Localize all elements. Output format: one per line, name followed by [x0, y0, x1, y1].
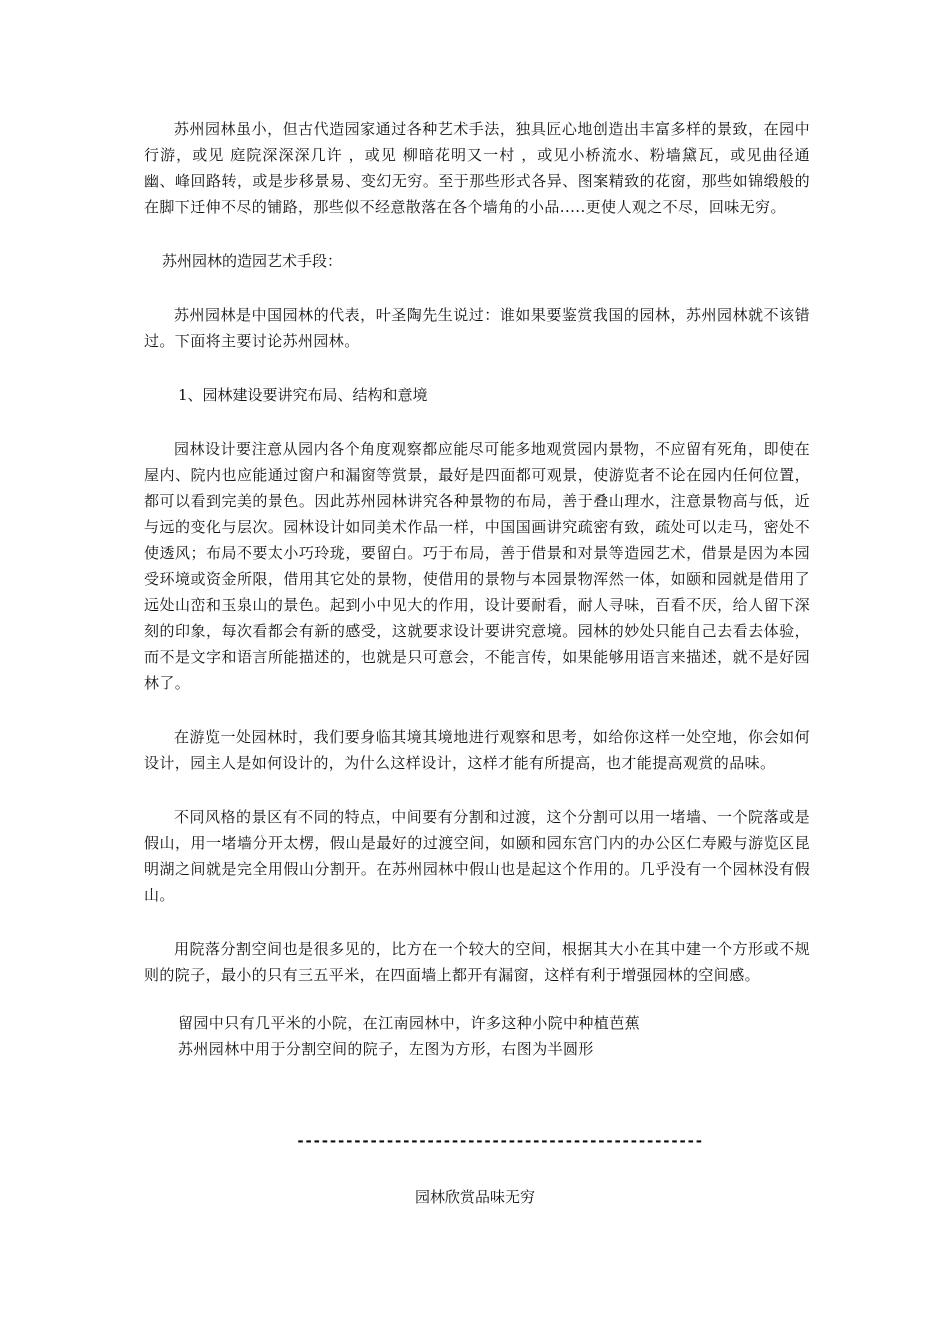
document-body	[144, 116, 810, 1062]
divider-line: --------------------------------------------------	[296, 1132, 703, 1150]
paragraph-visit: 在游览一处园林时，我们要身临其境其境地进行观察和思考，如给你这样一处空地，你会如何设计，园主人是如何设计的，为什么这样设计，这样才能有所提高，也才能提高观赏的品味。	[144, 728, 810, 772]
paragraph-design: 园林设计要注意从园内各个角度观察都应能尽可能多地观赏园内景物，不应留有死角，即使在屋内、院内也应能通过窗户和漏窗等赏景，最好是四面都可观景，使游览者不论在园内任何位置，都可以看到完美的景色。因此苏州园林讲究各种景物的布局，善于叠山理水，注意景物高与低，近与远的变化与层次。园林设计如同美术作品一样，中国国画讲究疏密有致，疏处可以走马，密处不使透风；布局不要太小巧玲珑，要留白。巧于布局，善于借景和对景等造园艺术，借景是因为本园受环境或资金所限，借用其它处的景物，使借用的景物与本园景物浑然一体，如颐和园就是借用了远处山峦和玉泉山的景色。起到小中见大的作用，设计要耐看，耐人寻味，百看不厌，给人留下深刻的印象，每次看都会有新的感受，这就要求设计要讲究意境。园林的妙处只能自己去看去体验，而不是文字和语言所能描述的，也就是只可意会，不能言传，如果能够用语言来描述，就不是好园林了。	[144, 440, 810, 692]
paragraph-styles: 不同风格的景区有不同的特点，中间要有分割和过渡，这个分割可以用一堵墙、一个院落或是假山，用一堵墙分开太楞，假山是最好的过渡空间，如颐和园东宫门内的办公区仁寿殿与游览区昆明湖之间就是完全用假山分割开。在苏州园林中假山也是起这个作用的。几乎没有一个园林没有假山。	[144, 808, 810, 904]
image-caption-liuyuan: 留园中只有几平米的小院，在江南园林中，许多这种小院中种植芭蕉	[178, 1014, 641, 1032]
paragraph-representative: 苏州园林是中国园林的代表，叶圣陶先生说过：谁如果要鉴赏我国的园林，苏州园林就不该错过。下面将主要讨论苏州园林。	[144, 306, 810, 350]
paragraph-intro: 苏州园林虽小，但古代造园家通过各种艺术手法，独具匠心地创造出丰富多样的景致，在园中行游，或见 庭院深深深几许 ，或见 柳暗花明又一村 ，或见小桥流水、粉墙黛瓦，或见曲径通幽、峰回路转，或是步移景易、变幻无穷。至于那些形式各异、图案精致的花窗，那些如锦缎般的在脚下迁伸不尽的铺路，那些似不经意散落在各个墙角的小品.....更使人观之不尽，回味无穷。	[144, 120, 810, 216]
paragraph-courtyards: 用院落分割空间也是很多见的，比方在一个较大的空间，根据其大小在其中建一个方形或不规则的院子，最小的只有三五平米，在四面墙上都开有漏窗，这样有利于增强园林的空间感。	[144, 940, 810, 984]
section-heading-layout: 1、园林建设要讲究布局、结构和意境	[178, 386, 428, 404]
footer-text: 园林欣赏品味无穷	[414, 1188, 535, 1206]
section-heading-techniques: 苏州园林的造园艺术手段：	[162, 252, 343, 270]
image-caption-courtyards: 苏州园林中用于分割空间的院子，左图为方形，右图为半圆形	[178, 1040, 594, 1058]
